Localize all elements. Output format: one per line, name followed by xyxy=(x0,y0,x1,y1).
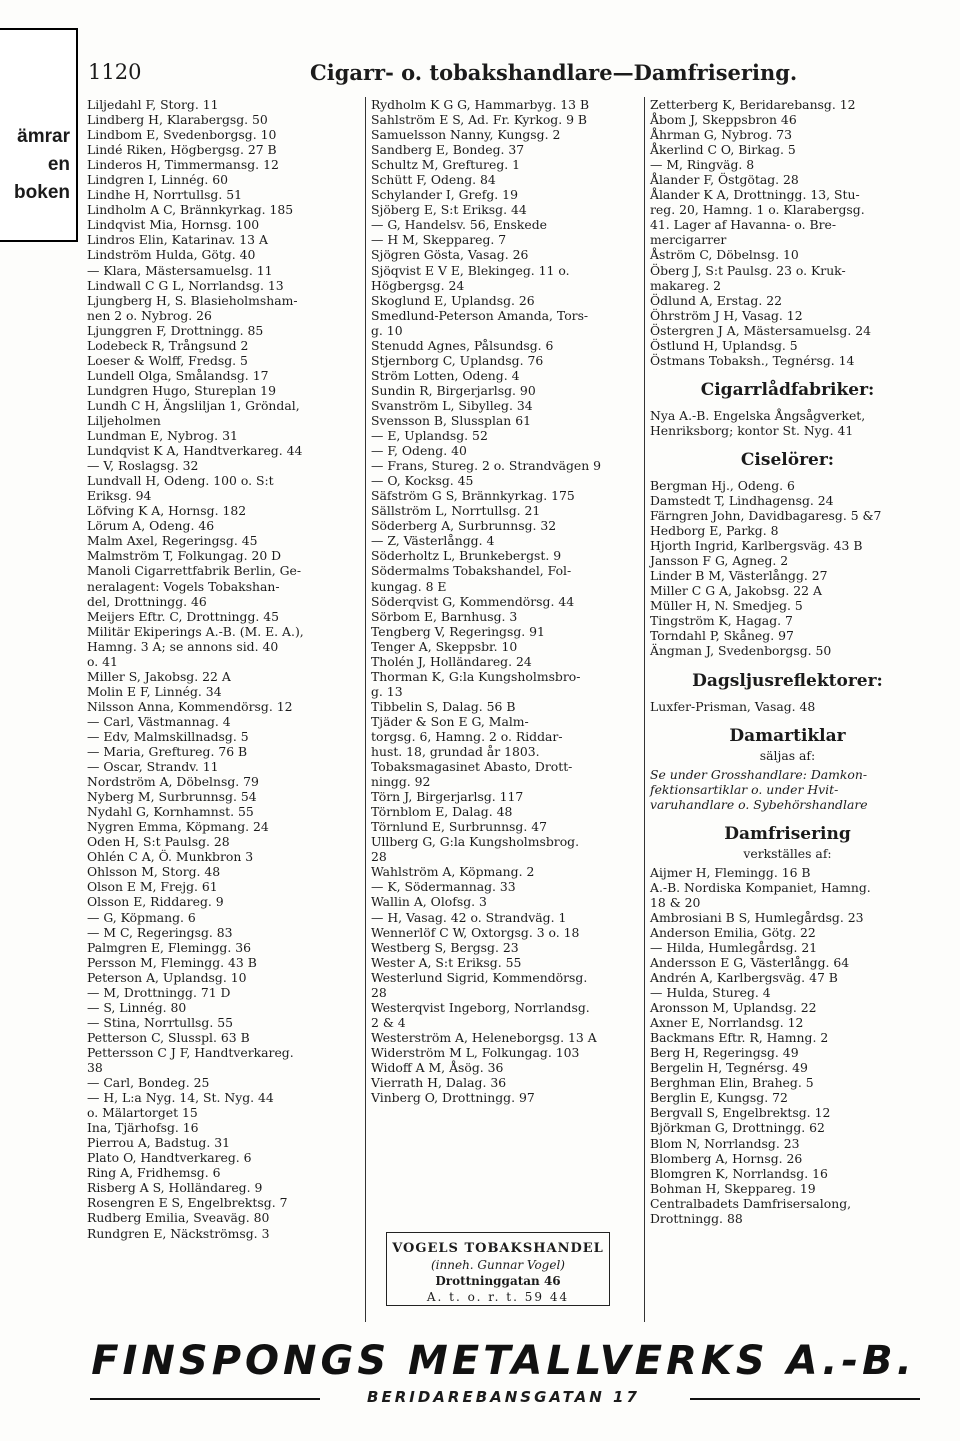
section-heading-damartiklar: Damartiklar xyxy=(729,725,846,746)
list-item: Ängman J, Svedenborgsg. 50 xyxy=(650,643,832,659)
list-item: Östlund H, Uplandsg. 5 xyxy=(650,337,798,353)
ad-address: Drottninggatan 46 xyxy=(435,1274,561,1288)
list-item: Manoli Cigarrettfabrik Berlin, Ge- xyxy=(87,563,302,579)
list-item: o. Mälartorget 15 xyxy=(87,1105,198,1121)
list-item: varuhandlare o. Sybehörshandlare xyxy=(650,796,868,812)
list-item: Lundell Olga, Smålandsg. 17 xyxy=(87,367,269,383)
list-item: Bergman Hj., Odeng. 6 xyxy=(650,477,795,493)
list-item: Westerlund Sigrid, Kommendörsg. xyxy=(371,969,588,985)
list-item: Torndahl P, Skåneg. 97 xyxy=(650,628,794,644)
list-item: Bergelin H, Tegnérsg. 49 xyxy=(650,1060,808,1076)
list-item: Zetterberg K, Beridarebansg. 12 xyxy=(650,97,856,112)
list-item: Axner E, Norrlandsg. 12 xyxy=(650,1015,804,1031)
list-item: Widoff A M, Åsög. 36 xyxy=(371,1060,504,1075)
list-item: Öberg J, S:t Paulsg. 23 o. Kruk- xyxy=(650,262,846,278)
list-item: Ljunggren F, Drottningg. 85 xyxy=(87,322,264,338)
list-item: Blomgren K, Norrlandsg. 16 xyxy=(650,1165,828,1181)
list-item: Svanström L, Sibylleg. 34 xyxy=(371,397,533,413)
list-item: Ring A, Fridhemsg. 6 xyxy=(87,1165,221,1181)
list-item: Hedborg E, Parkg. 8 xyxy=(650,523,779,539)
list-item: Lundman E, Nybrog. 31 xyxy=(87,428,238,444)
list-item: Tingström K, Hagag. 7 xyxy=(650,613,793,629)
list-item: Sandberg E, Bondeg. 37 xyxy=(371,142,525,158)
section-list-ciselorer xyxy=(650,478,925,659)
list-item: neralagent: Vogels Tobakshan- xyxy=(87,578,280,594)
list-item: Militär Ekiperings A.-B. (M. E. A.), xyxy=(87,623,304,639)
page-header xyxy=(88,60,908,88)
list-item: Rundgren E, Näckströmsg. 3 xyxy=(87,1225,270,1241)
list-item: Ljungberg H, S. Blasieholmsham- xyxy=(87,292,298,308)
list-item: Wallin A, Olofsg. 3 xyxy=(371,894,487,910)
list-item: Ina, Tjärhofsg. 16 xyxy=(87,1120,199,1136)
margin-tab xyxy=(0,28,78,242)
list-item: Schylander I, Grefg. 19 xyxy=(371,187,518,203)
list-item: Tobaksmagasinet Abasto, Drott- xyxy=(371,759,573,775)
list-item: Jansson F G, Agneg. 2 xyxy=(650,553,789,569)
list-item: — Carl, Bondeg. 25 xyxy=(87,1075,210,1091)
list-item: Blomberg A, Hornsg. 26 xyxy=(650,1150,803,1166)
list-item: Lodebeck R, Trångsund 2 xyxy=(87,337,249,353)
list-item: — H, Vasag. 42 o. Strandväg. 1 xyxy=(371,909,567,925)
margin-tab-line-2: en xyxy=(47,154,70,175)
list-item: Petterson C, Slusspl. 63 B xyxy=(87,1029,250,1045)
list-item: Lundqvist K A, Handtverkareg. 44 xyxy=(87,443,303,459)
list-item: Törn J, Birgerjarlsg. 117 xyxy=(371,789,524,805)
list-item: 28 xyxy=(371,984,387,1000)
list-item: Lindqvist Mia, Hornsg. 100 xyxy=(87,217,260,233)
list-item: kungag. 8 E xyxy=(371,578,447,594)
page-title: Cigarr- o. tobakshandlare—Damfrisering. xyxy=(310,60,798,85)
list-item: Bergvall S, Engelbrektsg. 12 xyxy=(650,1105,831,1121)
list-item: Högbergsg. 24 xyxy=(371,277,465,293)
list-item: Widerström M L, Folkungag. 103 xyxy=(371,1044,580,1060)
list-item: Sällström L, Norrtullsg. 21 xyxy=(371,503,541,519)
list-item: — M, Ringväg. 8 xyxy=(650,157,755,173)
list-item: Westberg S, Bergsg. 23 xyxy=(371,939,519,955)
section-heading-ciselorer: Ciselörer: xyxy=(740,449,835,470)
list-item: Peterson A, Uplandsg. 10 xyxy=(87,969,247,985)
list-item: — H, L:a Nyg. 14, St. Nyg. 44 xyxy=(87,1090,274,1106)
list-item: Säfström G S, Brännkyrkag. 175 xyxy=(371,488,575,504)
list-item: Linderos H, Timmermansg. 12 xyxy=(87,157,279,173)
list-item: Lörum A, Odeng. 46 xyxy=(87,518,215,534)
list-item: Lindwall C G L, Norrlandsg. 13 xyxy=(87,277,284,293)
list-item: Schultz M, Greftureg. 1 xyxy=(371,157,521,173)
list-item: — H M, Skeppareg. 7 xyxy=(371,232,507,248)
list-item: Damstedt T, Lindhagensg. 24 xyxy=(650,492,834,508)
list-item: Thorman K, G:la Kungsholmsbro- xyxy=(371,668,581,684)
list-item: A.-B. Nordiska Kompaniet, Hamng. xyxy=(650,879,871,895)
list-item: Persson M, Flemingg. 43 B xyxy=(87,954,257,970)
list-item: 41. Lager af Havanna- o. Bre- xyxy=(650,217,837,233)
section-heading-dagsljusreflektorer: Dagsljusreflektorer: xyxy=(692,670,883,691)
list-item: Ålander F, Östgötag. 28 xyxy=(650,172,799,188)
list-item: Ambrosiani B S, Humlegårdsg. 23 xyxy=(650,909,864,925)
list-item: Berglin E, Kungsg. 72 xyxy=(650,1090,788,1106)
list-item: — E, Uplandsg. 52 xyxy=(371,428,488,444)
list-item: g. 13 xyxy=(371,683,403,699)
list-item: Nyberg M, Surbrunnsg. 54 xyxy=(87,789,257,805)
list-item: fektionsartiklar o. under Hvit- xyxy=(650,781,839,797)
section-subheading-damartiklar: säljas af: xyxy=(759,747,816,763)
list-item: — M C, Regeringsg. 83 xyxy=(87,924,233,940)
directory-column-1 xyxy=(87,97,357,1241)
list-item: Sjöqvist E V E, Blekingeg. 11 o. xyxy=(371,262,570,278)
page-number: 1120 xyxy=(88,60,142,84)
list-item: Öhrström J H, Vasag. 12 xyxy=(650,307,803,323)
banner-company: FINSPONGS METALLVERKS A.-B. xyxy=(91,1338,916,1384)
list-item: 2 & 4 xyxy=(371,1014,406,1030)
margin-tab-line-3: boken xyxy=(14,182,70,203)
list-item: 28 xyxy=(371,849,387,865)
list-item: Rudberg Emilia, Sveaväg. 80 xyxy=(87,1210,270,1226)
list-item: Ullberg G, G:la Kungsholmsbrog. xyxy=(371,834,580,850)
list-item: mercigarrer xyxy=(650,232,727,248)
section-list-dagsljusreflektorer xyxy=(650,699,925,714)
list-item: Miller C G A, Jakobsg. 22 A xyxy=(650,583,822,599)
list-item: Stenudd Agnes, Pålsundsg. 6 xyxy=(371,337,554,353)
list-item: Müller H, N. Smedjeg. 5 xyxy=(650,598,803,614)
advertisement-box xyxy=(386,1232,610,1306)
ad-phone: A. t. o. r. t. 59 44 xyxy=(426,1290,570,1304)
list-item: Lindhe H, Norrtullsg. 51 xyxy=(87,187,243,203)
list-item: Andersson E G, Västerlångg. 64 xyxy=(650,954,850,970)
list-item: Nordström A, Döbelnsg. 79 xyxy=(87,774,259,790)
list-item: ningg. 92 xyxy=(371,774,431,790)
list-item: Lindros Elin, Katarinav. 13 A xyxy=(87,232,268,248)
list-item: — V, Roslagsg. 32 xyxy=(87,458,199,474)
banner-address: BERIDAREBANSGATAN 17 xyxy=(367,1388,640,1406)
list-item: Lindström Hulda, Götg. 40 xyxy=(87,247,256,263)
list-item: Lundgren Hugo, Stureplan 19 xyxy=(87,382,276,398)
list-item: — G, Handelsv. 56, Enskede xyxy=(371,217,547,233)
list-item: Westerqvist Ingeborg, Norrlandsg. xyxy=(371,999,590,1015)
list-item: Lindholm A C, Brännkyrkag. 185 xyxy=(87,202,294,218)
list-item: Löfving K A, Hornsg. 182 xyxy=(87,503,247,519)
list-item: g. 10 xyxy=(371,322,403,338)
list-item: Molin E F, Linnég. 34 xyxy=(87,683,222,699)
list-item: reg. 20, Hamng. 1 o. Klarabergsg. xyxy=(650,202,865,218)
list-item: Liljedahl F, Storg. 11 xyxy=(87,97,219,112)
list-item: Sörbom E, Barnhusg. 3 xyxy=(371,608,518,624)
list-item: — Klara, Mästersamuelsg. 11 xyxy=(87,262,273,278)
list-item: Törnlund E, Surbrunnsg. 47 xyxy=(371,819,547,835)
list-item: Henriksborg; kontor St. Nyg. 41 xyxy=(650,422,854,438)
directory-column-2 xyxy=(371,97,643,1105)
list-item: Söderqvist G, Kommendörsg. 44 xyxy=(371,593,575,609)
list-item: Sjögren Gösta, Vasag. 26 xyxy=(371,247,529,263)
list-item: torgsg. 6, Hamng. 2 o. Riddar- xyxy=(371,728,563,744)
list-item: — Stina, Norrtullsg. 55 xyxy=(87,1014,233,1030)
list-item: Östergren J A, Mästersamuelsg. 24 xyxy=(650,322,871,338)
list-item: Pettersson C J F, Handtverkareg. xyxy=(87,1044,294,1060)
list-item: Loeser & Wolff, Fredsg. 5 xyxy=(87,352,248,368)
section-heading-cigarrladfabriker: Cigarrlådfabriker: xyxy=(700,379,875,400)
list-item: Andrén A, Karlbergsväg. 47 B xyxy=(650,970,838,986)
list-item: Ödlund A, Erstag. 22 xyxy=(650,292,782,308)
list-item: Björkman G, Drottningg. 62 xyxy=(650,1120,825,1136)
section-list-damfrisering xyxy=(650,865,925,1226)
list-item: Blom N, Norrlandsg. 23 xyxy=(650,1135,800,1151)
list-item: Åhrman G, Nybrog. 73 xyxy=(650,127,792,143)
list-item: Skoglund E, Uplandsg. 26 xyxy=(371,292,535,308)
list-item: Aijmer H, Flemingg. 16 B xyxy=(650,864,811,880)
list-item: Södermalms Tobakshandel, Fol- xyxy=(371,563,572,579)
list-item: Hamng. 3 A; se annons sid. 40 xyxy=(87,638,279,654)
list-item: Lindberg H, Klarabergsg. 50 xyxy=(87,112,268,128)
list-item: Tengberg V, Regeringsg. 91 xyxy=(371,623,545,639)
list-item: Schütt F, Odeng. 84 xyxy=(371,172,496,188)
list-item: Olsson E, Riddareg. 9 xyxy=(87,894,224,910)
list-item: Risberg A S, Holländareg. 9 xyxy=(87,1180,263,1196)
list-item: Lundh C H, Ängsliljan 1, Gröndal, xyxy=(87,397,300,413)
list-item: Svensson B, Slussplan 61 xyxy=(371,412,531,428)
list-item: Sjöberg E, S:t Eriksg. 44 xyxy=(371,202,527,218)
list-item: hust. 18, grundad år 1803. xyxy=(371,744,540,760)
list-item: Wahlström A, Köpmang. 2 xyxy=(371,864,535,880)
list-item: — S, Linnég. 80 xyxy=(87,999,187,1015)
list-item: Hjorth Ingrid, Karlbergsväg. 43 B xyxy=(650,538,863,554)
section-list-cigarrladfabriker xyxy=(650,408,925,438)
section-list-damartiklar xyxy=(650,767,925,812)
list-item: Åbom J, Skeppsbron 46 xyxy=(650,112,797,128)
list-item: Sundin R, Birgerjarlsg. 90 xyxy=(371,382,536,398)
list-item: Bohman H, Skeppareg. 19 xyxy=(650,1180,816,1196)
list-item: Lundvall H, Odeng. 100 o. S:t xyxy=(87,473,274,489)
list-item: o. 41 xyxy=(87,653,118,669)
list-item: Wennerlöf C W, Oxtorgsg. 3 o. 18 xyxy=(371,924,580,940)
list-item: Olson E M, Frejg. 61 xyxy=(87,879,218,895)
list-item: Drottningg. 88 xyxy=(650,1210,743,1226)
list-item: Tenger A, Skeppsbr. 10 xyxy=(371,638,518,654)
list-item: Tjäder & Son E G, Malm- xyxy=(371,713,529,729)
list-item: Centralbadets Damfrisersalong, xyxy=(650,1195,852,1211)
list-item: Stjernborg C, Uplandsg. 76 xyxy=(371,352,544,368)
list-item: Rosengren E S, Engelbrektsg. 7 xyxy=(87,1195,288,1211)
list-item: — M, Drottningg. 71 D xyxy=(87,984,231,1000)
list-item: Luxfer-Prisman, Vasag. 48 xyxy=(650,698,816,714)
list-item: Vierrath H, Dalag. 36 xyxy=(371,1075,507,1091)
list-item: Ström Lotten, Odeng. 4 xyxy=(371,367,520,383)
listing-group-a xyxy=(650,97,925,368)
list-item: makareg. 2 xyxy=(650,277,721,293)
list-item: — F, Odeng. 40 xyxy=(371,443,467,459)
list-item: Nydahl G, Kornhamnst. 55 xyxy=(87,804,254,820)
list-item: Färngren John, Davidbagaresg. 5 &7 xyxy=(650,508,882,524)
list-item: Ohlsson M, Storg. 48 xyxy=(87,864,221,880)
list-item: Nilsson Anna, Kommendörsg. 12 xyxy=(87,698,293,714)
list-item: Nygren Emma, Köpmang. 24 xyxy=(87,819,269,835)
list-item: Nya A.-B. Engelska Ångsågverket, xyxy=(650,407,866,423)
list-item: Vinberg O, Drottningg. 97 xyxy=(371,1090,535,1106)
list-item: — Frans, Stureg. 2 o. Strandvägen 9 xyxy=(371,458,602,474)
margin-tab-line-1: ämrar xyxy=(17,126,70,147)
ad-name: VOGELS TOBAKSHANDEL xyxy=(392,1241,604,1256)
list-item: Malmström T, Folkungag. 20 D xyxy=(87,548,282,564)
list-item: Lindgren I, Linnég. 60 xyxy=(87,172,229,188)
list-item: Berghman Elin, Braheg. 5 xyxy=(650,1075,814,1091)
list-item: Ålander K A, Drottningg. 13, Stu- xyxy=(650,187,860,203)
list-item: Eriksg. 94 xyxy=(87,488,152,504)
list-item: Åkerlind C O, Birkag. 5 xyxy=(650,142,796,158)
list-item: nen 2 o. Nybrog. 26 xyxy=(87,307,212,323)
list-item: Berg H, Regeringsg. 49 xyxy=(650,1045,799,1061)
list-item: Oden H, S:t Paulsg. 28 xyxy=(87,834,230,850)
list-item: — Oscar, Strandv. 11 xyxy=(87,759,219,775)
list-item: Sahlström E S, Ad. Fr. Kyrkog. 9 B xyxy=(371,112,588,128)
list-item: — K, Södermannag. 33 xyxy=(371,879,516,895)
list-item: — Carl, Västmannag. 4 xyxy=(87,713,231,729)
list-item: — Hilda, Humlegårdsg. 21 xyxy=(650,939,818,955)
list-item: Pierrou A, Badstug. 31 xyxy=(87,1135,231,1151)
list-item: Backmans Eftr. R, Hamng. 2 xyxy=(650,1030,829,1046)
list-item: Tholén J, Holländareg. 24 xyxy=(371,653,532,669)
list-item: — Maria, Greftureg. 76 B xyxy=(87,744,248,760)
list-item: Miller S, Jakobsg. 22 A xyxy=(87,668,231,684)
list-item: Smedlund-Peterson Amanda, Tors- xyxy=(371,307,589,323)
list-item: Se under Grosshandlare: Damkon- xyxy=(650,766,868,782)
list-item: Palmgren E, Flemingg. 36 xyxy=(87,939,252,955)
list-item: Meijers Eftr. C, Drottningg. 45 xyxy=(87,608,280,624)
list-item: 18 & 20 xyxy=(650,894,701,910)
column-divider-1 xyxy=(365,97,366,1322)
section-heading-damfrisering: Damfrisering xyxy=(724,823,851,844)
list-item: Liljeholmen xyxy=(87,412,161,428)
list-item: 38 xyxy=(87,1060,103,1075)
list-item: — O, Kocksg. 45 xyxy=(371,473,474,489)
list-item: Samuelsson Nanny, Kungsg. 2 xyxy=(371,127,561,143)
list-item: Linder B M, Västerlångg. 27 xyxy=(650,568,828,584)
list-item: Lindbom E, Svedenborgsg. 10 xyxy=(87,127,277,143)
ad-owner: (inneh. Gunnar Vogel) xyxy=(430,1258,565,1272)
list-item: Rydholm K G G, Hammarbyg. 13 B xyxy=(371,97,590,112)
list-item: Törnblom E, Dalag. 48 xyxy=(371,804,513,820)
list-item: — Z, Västerlångg. 4 xyxy=(371,533,495,549)
list-item: del, Drottningg. 46 xyxy=(87,593,207,609)
column-divider-2 xyxy=(644,97,645,1322)
list-item: — Hulda, Stureg. 4 xyxy=(650,985,771,1001)
list-item: Lindé Riken, Högbergsg. 27 B xyxy=(87,142,277,158)
list-item: Ohlén C A, Ö. Munkbron 3 xyxy=(87,849,254,865)
list-item: Anderson Emilia, Götg. 22 xyxy=(650,924,816,940)
directory-column-3 xyxy=(650,97,925,1226)
list-item: Wester A, S:t Eriksg. 55 xyxy=(371,954,522,970)
list-item: Östmans Tobaksh., Tegnérsg. 14 xyxy=(650,352,855,368)
section-subheading-damfrisering: verkställes af: xyxy=(743,845,832,861)
list-item: Åström C, Döbelnsg. 10 xyxy=(650,247,799,263)
list-item: Tibbelin S, Dalag. 56 B xyxy=(371,698,516,714)
list-item: Söderberg A, Surbrunnsg. 32 xyxy=(371,518,557,534)
list-item: — Edv, Malmskillnadsg. 5 xyxy=(87,728,249,744)
list-item: Malm Axel, Regeringsg. 45 xyxy=(87,533,258,549)
list-item: Westerström A, Heleneborgsg. 13 A xyxy=(371,1029,597,1045)
list-item: — G, Köpmang. 6 xyxy=(87,909,196,925)
list-item: Söderholtz L, Brunkebergst. 9 xyxy=(371,548,562,564)
list-item: Plato O, Handtverkareg. 6 xyxy=(87,1150,252,1166)
list-item: Aronsson M, Uplandsg. 22 xyxy=(650,1000,817,1016)
